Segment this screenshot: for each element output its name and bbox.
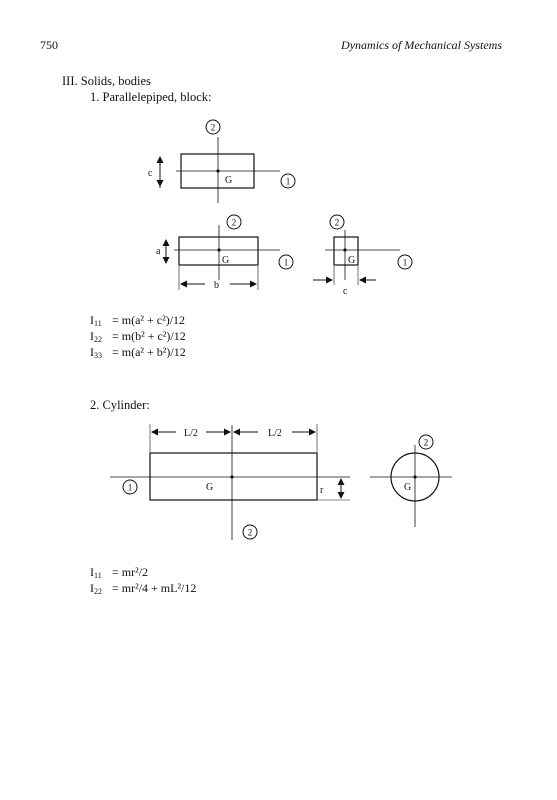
dimension-c-label: c: [148, 168, 153, 179]
section-heading: III. Solids, bodies: [62, 74, 151, 88]
cylinder-heading: 2. Cylinder:: [90, 398, 150, 412]
axis-1-label: 1: [127, 482, 133, 493]
block-heading: 1. Parallelepiped, block:: [90, 90, 212, 104]
axis-2-label: 2: [231, 217, 237, 228]
half-length-label-right: L/2: [268, 428, 282, 439]
center-label: G: [225, 175, 233, 186]
center-label: G: [404, 482, 412, 493]
center-label: G: [348, 255, 356, 266]
block-view-top: [148, 120, 295, 203]
cylinder-view-end: [370, 435, 452, 527]
center-of-mass-dot: [413, 475, 416, 478]
block-view-side: [313, 215, 412, 297]
equation-i33-block: $I_{33} = m(a^2 + b^2)/12$: [90, 345, 186, 360]
page-number: 750: [40, 38, 58, 52]
axis-2-label: 2: [247, 527, 253, 538]
dimension-b-label: b: [214, 280, 219, 291]
axis-1-label: 1: [285, 176, 291, 187]
axis-2-label: 2: [210, 122, 216, 133]
cylinder-view-side: [110, 424, 350, 540]
dimension-a-label: a: [156, 246, 161, 257]
equation-i22-cylinder: $I_{22} = mr^2/4 + mL^2/12$: [90, 581, 197, 596]
running-title: Dynamics of Mechanical Systems: [341, 38, 502, 52]
axis-1-label: 1: [402, 257, 408, 268]
center-of-mass-dot: [216, 169, 219, 172]
center-of-mass-dot: [217, 248, 220, 251]
block-view-front: [156, 215, 293, 291]
radius-label: r: [320, 485, 324, 496]
equation-i22-block: $I_{22} = m(b^2 + c^2)/12$: [90, 329, 186, 344]
equation-i11-block: $I_{11} = m(a^2 + c^2)/12$: [90, 313, 186, 328]
center-label: G: [222, 255, 230, 266]
center-label: G: [206, 482, 214, 493]
center-of-mass-dot: [343, 248, 346, 251]
axis-2-label: 2: [334, 217, 340, 228]
axis-1-label: 1: [283, 257, 289, 268]
equation-i11-cylinder: $I_{11} = mr^2/2$: [90, 565, 149, 580]
dimension-c-label: c: [343, 286, 348, 297]
center-of-mass-dot: [230, 475, 233, 478]
axis-2-label: 2: [423, 437, 429, 448]
half-length-label-left: L/2: [184, 428, 198, 439]
